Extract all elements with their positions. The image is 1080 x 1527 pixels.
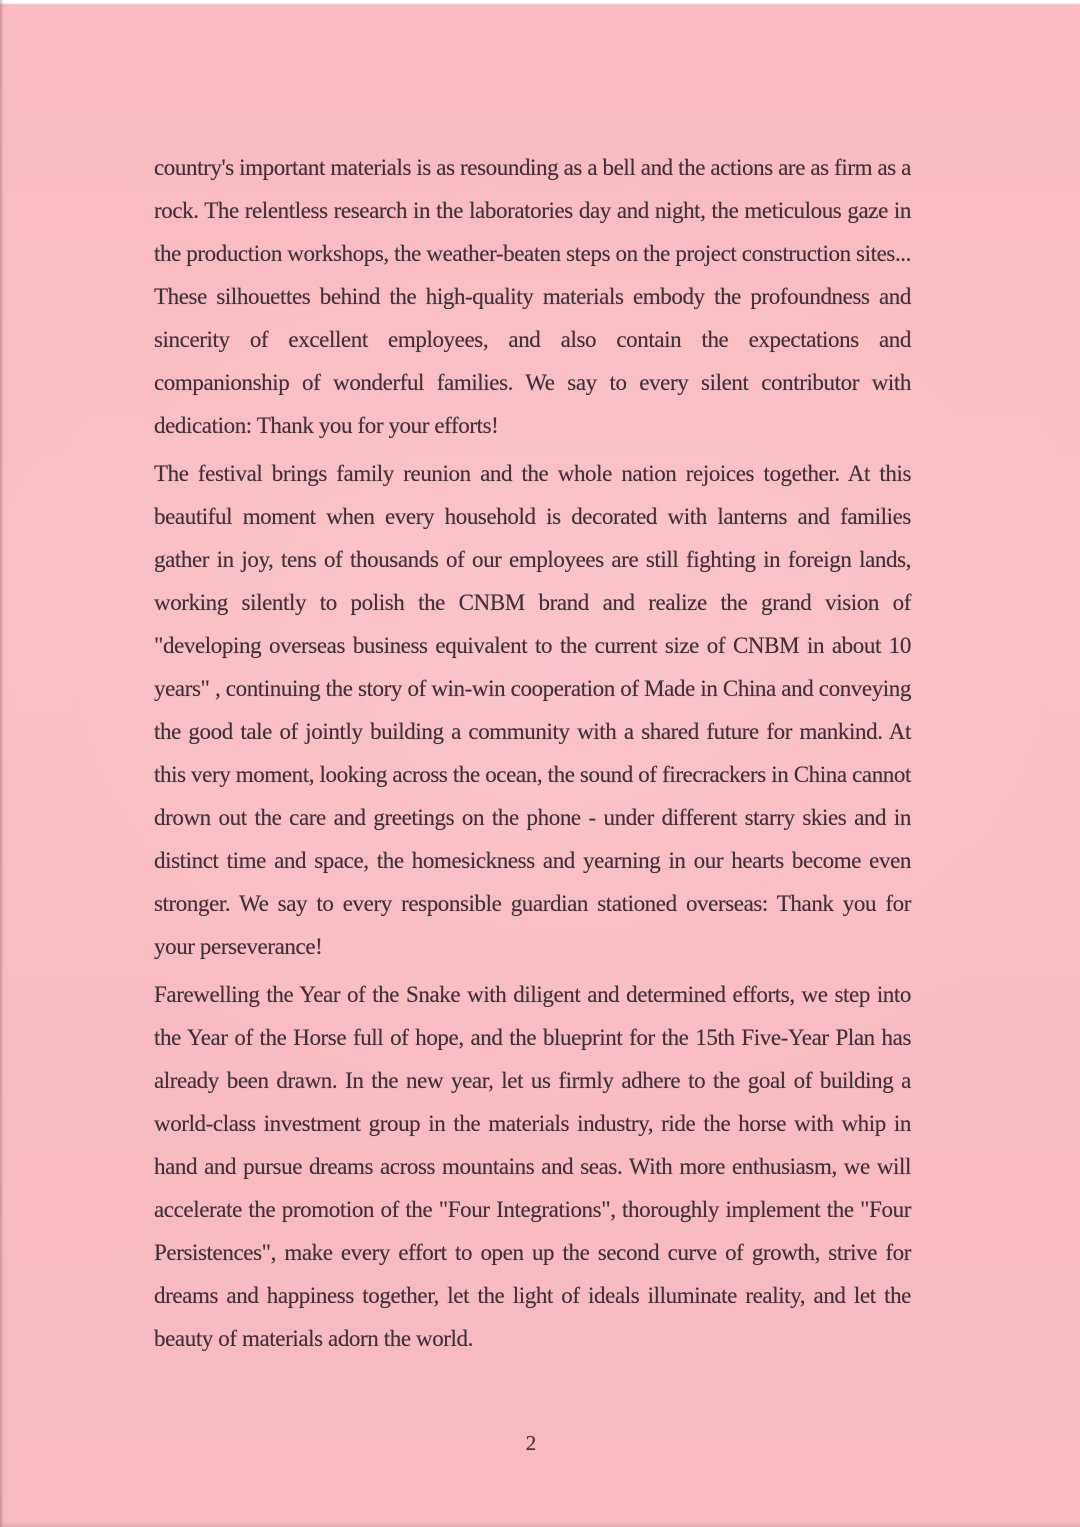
- paragraph-gratitude-contributors: country's important materials is as resounding as a bell and the actions are as firm as a rock. The relentless research in the laboratories day and night, the meticulous gaze in the production workshops, the weather-beaten steps on the project construction sites... These silhouettes behind the high-quality materials embody the profoundness and sincerity of excellent employees, and also contain the expectations and companionship of wonderful families. We say to every silent contributor with dedication: Thank you for your efforts!: [154, 155, 911, 438]
- page-top-edge: [0, 0, 1080, 5]
- paragraph-festival-overseas: The festival brings family reunion and the whole nation rejoices together. At this beautiful moment when every household is decorated with lanterns and families gather in joy, tens of thousands of our employees are still fighting in foreign lands, working silently to polish the CNBM brand and realize the grand vision of "developing overseas business equivalent to the current size of CNBM in about 10 years" , continuing the story of win-win cooperation of Made in China and conveying the good tale of jointly building a community with a shared future for mankind. At this very moment, looking across the ocean, the sound of firecrackers in China cannot drown out the care and greetings on the phone - under different starry skies and in distinct time and space, the homesickness and yearning in our hearts become even stronger. We say to every responsible guardian stationed overseas: Thank you for your perseverance!: [154, 461, 911, 959]
- page-left-edge: [0, 0, 4, 1527]
- page-body-text: [154, 146, 911, 1360]
- page-bottom-edge: [0, 1521, 1080, 1527]
- page-number: 2: [525, 1431, 537, 1455]
- paragraph-new-year-outlook: Farewelling the Year of the Snake with diligent and determined efforts, we step into the Year of the Horse full of hope, and the blueprint for the 15th Five-Year Plan has already been drawn. In the new year, let us firmly adhere to the goal of building a world-class investment group in the materials industry, ride the horse with whip in hand and pursue dreams across mountains and seas. With more enthusiasm, we will accelerate the promotion of the "Four Integrations", thoroughly implement the "Four Persistences", make every effort to open up the second curve of growth, strive for dreams and happiness together, let the light of ideals illuminate reality, and let the beauty of materials adorn the world.: [154, 982, 911, 1351]
